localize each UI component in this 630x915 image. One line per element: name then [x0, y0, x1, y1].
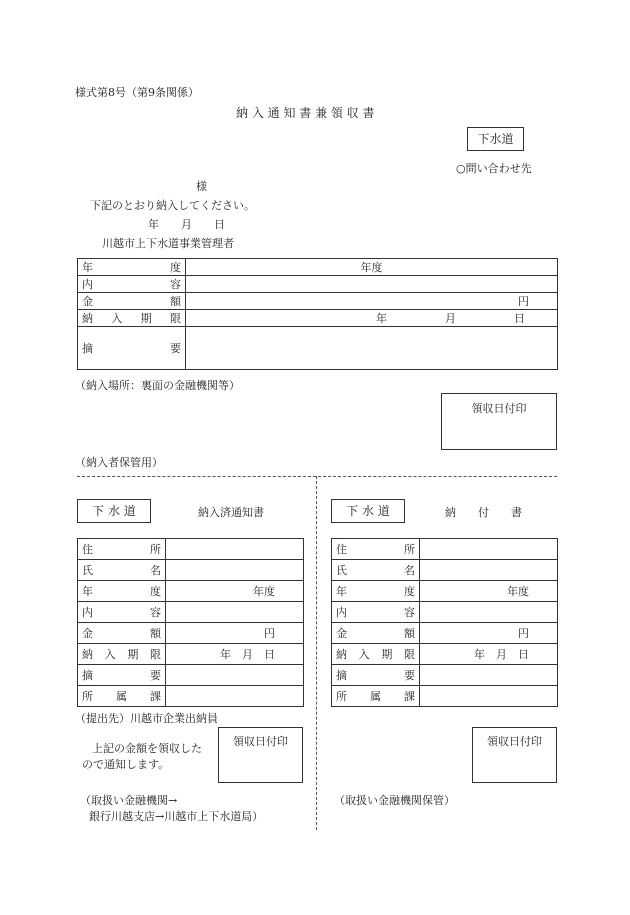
sewer-tag: 下水道: [467, 127, 524, 151]
form-number: 様式第8号（第9条関係）: [75, 86, 199, 99]
label-char: 摘: [82, 342, 93, 355]
table-row: [78, 665, 304, 686]
table-row: [78, 327, 558, 370]
label-char: 度: [150, 585, 161, 598]
label-char: 内: [82, 606, 93, 619]
row-value[interactable]: 年度: [420, 581, 558, 602]
row-value[interactable]: 円: [420, 623, 558, 644]
row-value[interactable]: 年度: [166, 581, 304, 602]
label-char: 属: [370, 690, 381, 703]
label-char: 年: [82, 585, 93, 598]
label-char: 年: [336, 585, 347, 598]
label-char: 所: [150, 543, 161, 556]
label-char: 摘: [82, 669, 93, 682]
row-value[interactable]: [186, 310, 558, 327]
payment-instruction: 下記のとおり納入してください。: [90, 199, 255, 212]
label-char: 額: [404, 627, 415, 640]
label-char: 限: [149, 648, 161, 661]
document-title: 納 入 通 知 書 兼 領 収 書: [236, 106, 375, 120]
submit-to: （提出先）川越市企業出納員: [75, 712, 218, 725]
notice-line-2: ので通知します。: [82, 758, 170, 771]
row-value[interactable]: 年 月 日: [166, 644, 304, 665]
row-label: [78, 259, 186, 276]
right-slip-table: [331, 538, 558, 707]
notice-line-1: 上記の金額を領収した: [92, 742, 202, 755]
label-char: 摘: [336, 669, 347, 682]
row-label: [78, 560, 166, 581]
receipt-stamp-label: 領収日付印: [471, 402, 527, 415]
row-label: [78, 581, 166, 602]
cut-line-vertical: [316, 476, 317, 830]
date-part: 日: [514, 312, 525, 325]
row-value[interactable]: [420, 539, 558, 560]
label-char: 期: [127, 648, 139, 661]
row-value[interactable]: [186, 276, 558, 293]
table-row: [332, 644, 558, 665]
label-char: 年: [82, 261, 93, 274]
label-char: 限: [169, 312, 181, 325]
date-part: 月: [445, 312, 456, 325]
label-char: 名: [150, 564, 161, 577]
row-label: [78, 686, 166, 707]
row-label: [332, 623, 420, 644]
label-char: 金: [336, 627, 347, 640]
label-char: 名: [404, 564, 415, 577]
row-label: [332, 665, 420, 686]
label-char: 額: [170, 295, 181, 308]
label-char: 所: [336, 690, 347, 703]
row-value[interactable]: 年 月 日: [420, 644, 558, 665]
row-value[interactable]: 円: [166, 623, 304, 644]
table-row: [78, 276, 558, 293]
receipt-stamp-box: [441, 393, 557, 450]
label-char: 要: [170, 342, 181, 355]
label-char: 内: [82, 278, 93, 291]
label-char: 所: [404, 543, 415, 556]
row-value[interactable]: [420, 602, 558, 623]
label-char: 期: [140, 312, 152, 325]
table-row: [78, 581, 304, 602]
row-value[interactable]: 円: [186, 293, 558, 310]
row-value[interactable]: [420, 560, 558, 581]
issue-date: 年 月 日: [148, 218, 225, 231]
table-row: [78, 293, 558, 310]
row-value[interactable]: [166, 602, 304, 623]
row-label: [78, 327, 186, 370]
table-row: [332, 623, 558, 644]
right-sewer-tag: 下 水 道: [331, 499, 405, 523]
table-row: [332, 581, 558, 602]
table-row: [78, 623, 304, 644]
label-char: 度: [170, 261, 181, 274]
issuer-name: 川越市上下水道事業管理者: [102, 237, 234, 250]
label-char: 容: [170, 278, 181, 291]
label-char: 金: [82, 295, 93, 308]
label-char: 住: [336, 543, 347, 556]
payment-place-note: （納入場所：裏面の金融機関等）: [75, 379, 240, 392]
table-row: [332, 560, 558, 581]
row-value[interactable]: [166, 539, 304, 560]
label-char: 納: [336, 648, 347, 661]
row-value[interactable]: [420, 665, 558, 686]
row-label: [78, 276, 186, 293]
table-row: [332, 665, 558, 686]
right-stamp-box: [472, 727, 557, 783]
keep-note: （取扱い金融機関保管）: [334, 794, 455, 807]
recipient-honorific: 様: [196, 180, 207, 193]
label-char: 氏: [336, 564, 347, 577]
row-label: [78, 310, 186, 327]
table-row: [78, 644, 304, 665]
payer-copy-note: （納入者保管用）: [75, 456, 163, 469]
row-label: [78, 602, 166, 623]
label-char: 住: [82, 543, 93, 556]
table-row: [332, 602, 558, 623]
table-row: [78, 539, 304, 560]
row-label: [78, 665, 166, 686]
row-value[interactable]: [166, 665, 304, 686]
label-char: 額: [150, 627, 161, 640]
route-line-2: 銀行川越支店→川越市上下水道局）: [89, 810, 264, 823]
right-slip-title: 納 付 書: [445, 506, 522, 519]
payment-details-table: [77, 258, 558, 370]
label-char: 限: [403, 648, 415, 661]
left-stamp-label: 領収日付印: [233, 735, 288, 748]
row-label: [78, 539, 166, 560]
label-char: 要: [404, 669, 415, 682]
label-char: 課: [404, 690, 415, 703]
row-label: [332, 686, 420, 707]
label-char: 入: [104, 648, 116, 661]
label-char: 所: [82, 690, 93, 703]
label-char: 要: [150, 669, 161, 682]
row-label: [332, 644, 420, 665]
table-row: [78, 602, 304, 623]
label-char: 金: [82, 627, 93, 640]
row-value[interactable]: [166, 686, 304, 707]
label-char: 納: [82, 648, 93, 661]
left-sewer-tag: 下 水 道: [77, 499, 151, 523]
label-char: 入: [358, 648, 370, 661]
cut-line-horizontal: [77, 476, 557, 477]
row-label: [332, 560, 420, 581]
table-row: [78, 686, 304, 707]
row-label: [332, 581, 420, 602]
table-row: [78, 259, 558, 276]
label-char: 期: [381, 648, 393, 661]
table-row: [332, 539, 558, 560]
label-char: 納: [82, 312, 93, 325]
label-char: 容: [150, 606, 161, 619]
label-char: 内: [336, 606, 347, 619]
route-line-1: （取扱い金融機関→: [80, 794, 178, 807]
row-label: [78, 623, 166, 644]
table-row: [78, 560, 304, 581]
label-char: 属: [116, 690, 127, 703]
left-slip-title: 納入済通知書: [198, 506, 264, 519]
table-row: [332, 686, 558, 707]
row-value[interactable]: [420, 686, 558, 707]
row-value[interactable]: [166, 560, 304, 581]
label-char: 課: [150, 690, 161, 703]
row-label: [78, 644, 166, 665]
row-value[interactable]: [186, 327, 558, 370]
label-char: 度: [404, 585, 415, 598]
row-label: [332, 602, 420, 623]
row-value[interactable]: 年度: [186, 259, 558, 276]
label-char: 入: [111, 312, 123, 325]
date-part: 年: [376, 312, 387, 325]
contact-label: ○問い合わせ先: [456, 162, 532, 175]
row-label: [332, 539, 420, 560]
left-slip-table: [77, 538, 304, 707]
left-stamp-box: [218, 727, 303, 783]
table-row: [78, 310, 558, 327]
label-char: 氏: [82, 564, 93, 577]
right-stamp-label: 領収日付印: [487, 735, 542, 748]
label-char: 容: [404, 606, 415, 619]
row-label: [78, 293, 186, 310]
